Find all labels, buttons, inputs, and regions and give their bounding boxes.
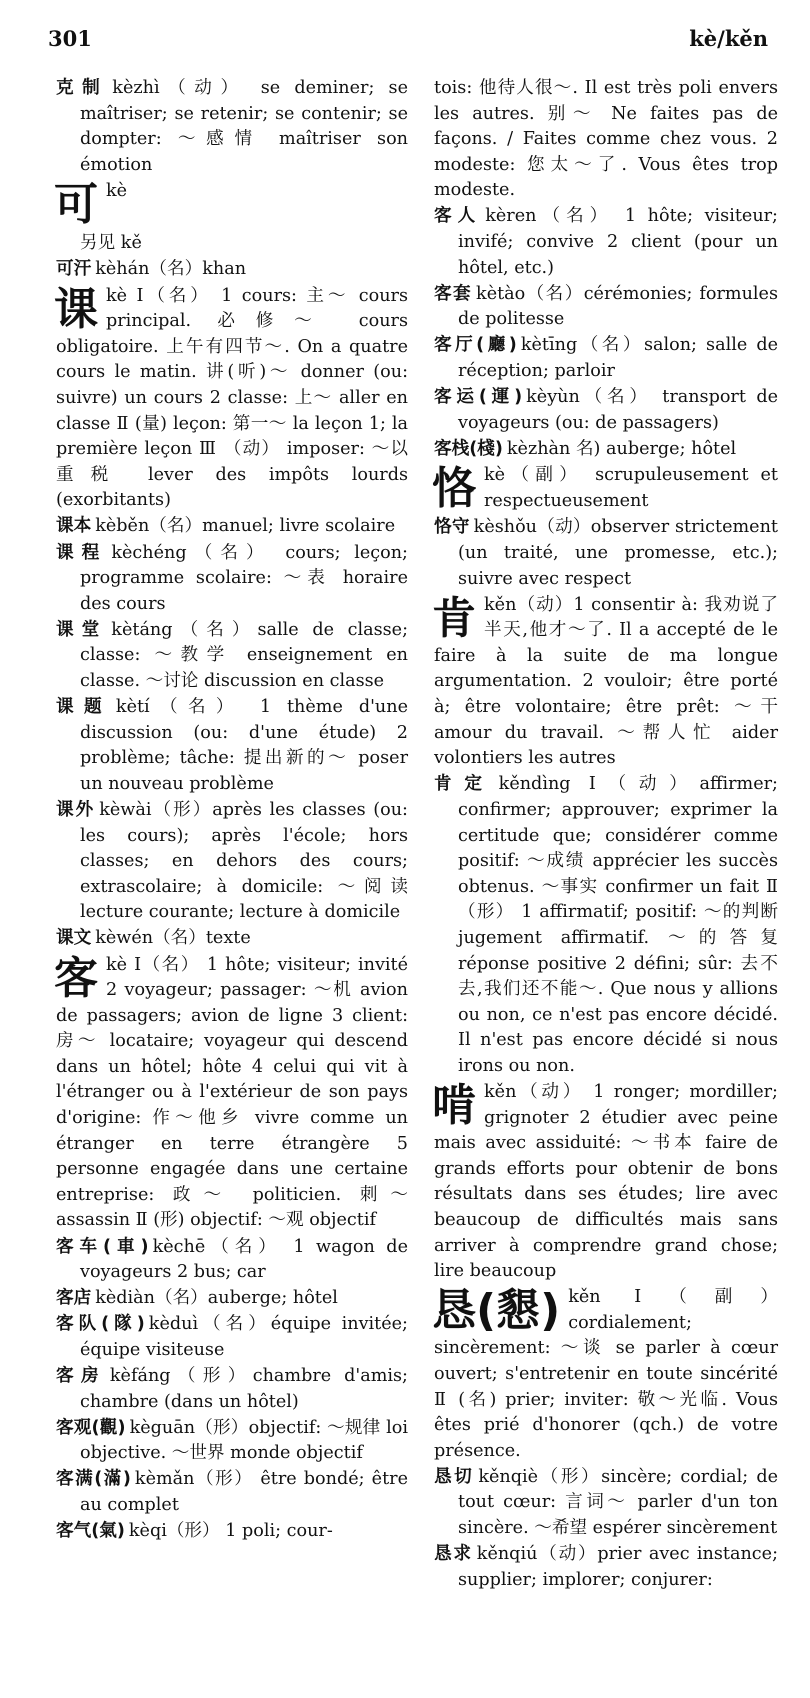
dictionary-entry-ke-lesson — [56, 284, 408, 514]
dictionary-entry-kedui — [56, 1312, 408, 1363]
entry-headword: 客观(觀) — [56, 1417, 126, 1438]
dictionary-entry-kenqie — [434, 1465, 778, 1542]
entry-definition: kè（副） scrupuleusement et respectueusement — [484, 464, 778, 511]
entry-definition: kèzhì（动） se deminer; se maîtriser; se retenir; se contenir; se dompter: ～感情 maîtriser son émotion — [80, 78, 408, 175]
entry-definition: kèqi（形） 1 poli; cour- — [128, 1521, 333, 1542]
dictionary-entry-keren — [434, 204, 778, 281]
entry-character: 可 — [54, 178, 98, 230]
entry-headword: 客运(運) — [434, 387, 523, 408]
dictionary-entry-keqi — [56, 1519, 408, 1545]
dictionary-entry-ken-gnaw — [434, 1080, 778, 1285]
dictionary-entry-ketao — [434, 282, 778, 333]
dictionary-entry-ken-consent — [434, 593, 778, 772]
entry-definition: kèdiàn（名）auberge; hôtel — [95, 1288, 338, 1309]
entry-definition: kè Ⅰ（名） 1 cours: 主～ cours principal. 必修～ cours obligatoire. 上午有四节～. On a quatre cours le matin. 讲(听)～ donner (ou: suivre) un cours 2 classe: 上～ aller en classe Ⅱ (量) leçon: 第一～ la leçon 1; la première leçon Ⅲ （动） imposer: ～以重税 lever des impôts lourds (exorbitants) — [56, 285, 408, 511]
entry-headword: 课程 — [56, 542, 108, 563]
dictionary-entry-keti — [56, 695, 408, 797]
dictionary-entry-kedian — [56, 1286, 408, 1312]
entry-definition: kèhán（名）khan — [95, 259, 247, 280]
entry-headword: 可汗 — [56, 259, 92, 280]
right-column — [434, 76, 778, 1594]
entry-character: 啃 — [432, 1079, 476, 1131]
entry-character: 恳(懇) — [432, 1285, 561, 1337]
entry-headword: 客店 — [56, 1288, 92, 1309]
entry-headword: 课文 — [56, 928, 92, 949]
dictionary-entry-ke-scrup — [434, 463, 778, 515]
entry-headword: 客车(車) — [56, 1236, 149, 1257]
entry-definition: 另见 kě — [80, 233, 142, 254]
entry-definition: kèguān（形）objectif: ～规律 loi objective. ～世界 monde objectif — [80, 1417, 408, 1464]
entry-headword: 客队(隊) — [56, 1314, 145, 1335]
dictionary-entry-keman — [56, 1467, 408, 1518]
entry-definition: kèchéng（名） cours; leçon; programme scolaire: ～表 horaire des cours — [80, 542, 408, 614]
entry-definition: kèběn（名）manuel; livre scolaire — [95, 516, 396, 537]
dictionary-entry-kezhan — [434, 437, 778, 463]
dictionary-entry-kewen — [56, 926, 408, 952]
entry-definition: kèren（名） 1 hôte; visiteur; invifé; convive 2 client (pour un hôtel, etc.) — [458, 206, 778, 278]
entry-definition: kěnqiè（形）sincère; cordial; de tout cœur: 言词～ parler d'un ton sincère. ～希望 espérer sincèrement — [458, 1466, 778, 1539]
entry-definition: kèzhàn 名) auberge; hôtel — [506, 438, 737, 459]
entry-definition: kètào（名）cérémonies; formules de politesse — [458, 283, 778, 330]
dictionary-entry-ken-cordial — [434, 1285, 778, 1464]
entry-headword: 课外 — [56, 799, 96, 820]
entry-character: 肯 — [432, 592, 476, 644]
entry-definition: kèshǒu（动）observer strictement (un traité, une promesse, etc.); suivre avec respect — [458, 517, 778, 589]
entry-definition: kèchē（名） 1 wagon de voyageurs 2 bus; car — [80, 1236, 408, 1283]
left-column — [56, 76, 408, 1545]
entry-headword: 客气(氣) — [56, 1521, 125, 1542]
entry-headword: 客套 — [434, 283, 473, 304]
dictionary-entry-kefang — [56, 1364, 408, 1415]
entry-character: 客 — [54, 952, 98, 1004]
entry-headword: 客满(滿) — [56, 1469, 131, 1490]
page-number: 301 — [48, 26, 92, 51]
entry-headword: 客人 — [434, 206, 482, 227]
entry-headword: 恳求 — [434, 1544, 473, 1565]
entry-definition: kètīng（名）salon; salle de réception; parloir — [458, 335, 778, 382]
entry-headword: 肯定 — [434, 774, 495, 795]
entry-definition: kěnqiú（动）prier avec instance; supplier; implorer; conjurer: — [458, 1544, 778, 1590]
entry-character: 恪 — [432, 462, 476, 514]
entry-headword: 恪守 — [434, 517, 470, 538]
entry-headword: 课本 — [56, 516, 92, 537]
entry-definition: kěn（动）1 consentir à: 我劝说了半天,他才～了. Il a accepté de le faire à la suite de ma longue argumentation. 2 vouloir; être porté à; être volontaire; être prêt: ～干 amour du travail. ～帮人忙 aider volontiers les autres — [434, 594, 778, 769]
dictionary-entry-kehan — [56, 257, 408, 283]
entry-character: 课 — [54, 283, 98, 335]
entry-definition: kèmǎn（形） être bondé; être au complet — [80, 1469, 408, 1515]
entry-definition: kè Ⅰ（名） 1 hôte; visiteur; invité 2 voyageur; passager: ～机 avion de passagers; avion de ligne 3 client: 房～ locataire; voyageur qui descend dans un hôtel; hôte 4 celui qui vit à l'étranger ou à l'extérieur de son pays d'origine: 作～他乡 vivre comme un étranger en terre étrangère 5 personne engagée dans une certaine entreprise: 政～ politicien. 刺～ assassin Ⅱ (形) objectif: ～观 objectif — [56, 954, 408, 1231]
entry-definition: tois: 他待人很～. Il est très poli envers les autres. 别～ Ne faites pas de façons. / Faites comme chez vous. 2 modeste: 您太～了. Vous êtes trop modeste. — [434, 78, 778, 201]
dictionary-entry-kewai — [56, 798, 408, 926]
dictionary-entry-kending — [434, 772, 778, 1079]
entry-headword: 客房 — [56, 1366, 106, 1386]
dictionary-entry-keting — [434, 333, 778, 384]
dictionary-entry-keshou — [434, 515, 778, 592]
dictionary-entry-keqi-cont — [434, 76, 778, 204]
dictionary-entry-keyun — [434, 385, 778, 436]
dictionary-entry-ke-see — [56, 231, 408, 257]
entry-definition: kěndìng Ⅰ（动）affirmer; confirmer; approuver; exprimer la certitude que; considérer comme positif: ～成绩 apprécier les succès obtenus. ～事实 confirmer un fait Ⅱ （形） 1 affirmatif; positif: ～的判断 jugement affirmatif. ～的答复 réponse positive 2 défini; sûr: 去不去,我们还不能～. Que nous y allions ou non, ce n'est pas encore décidé. Il n'est pas encore décidé si nous irons ou non. — [458, 774, 778, 1076]
dictionary-entry-keguan — [56, 1416, 408, 1467]
entry-definition: kèwén（名）texte — [95, 928, 251, 949]
dictionary-entry-keben — [56, 514, 408, 540]
dictionary-entry-kenqiu — [434, 1542, 778, 1593]
entry-headword: 客栈(棧) — [434, 438, 503, 459]
running-head: kè/kěn — [689, 26, 768, 51]
entry-definition: kè — [106, 180, 128, 201]
entry-headword: 恳切 — [434, 1466, 475, 1487]
entry-definition: kèfáng（形）chambre d'amis; chambre (dans un hôtel) — [80, 1366, 408, 1412]
dictionary-entry-ke-char — [56, 179, 408, 231]
dictionary-entry-kecheng — [56, 541, 408, 618]
entry-headword: 客厅(廳) — [434, 335, 517, 356]
dictionary-entry-ke-guest — [56, 953, 408, 1235]
entry-headword: 课题 — [56, 697, 112, 718]
entry-definition: kètí（名） 1 thème d'une discussion (ou: d'une étude) 2 problème; tâche: 提出新的～ poser un nouveau problème — [80, 697, 408, 794]
entry-headword: 课堂 — [56, 619, 108, 640]
entry-definition: kèyùn（名） transport de voyageurs (ou: de passagers) — [458, 387, 778, 433]
entry-definition: kètáng（名）salle de classe; classe: ～教学 enseignement en classe. ～讨论 discussion en classe — [80, 619, 408, 691]
entry-definition: kěn Ⅰ（副） cordialement; sincèrement: ～谈 se parler à cœur ouvert; s'entretenir en toute sincérité Ⅱ (名) prier; inviter: 敬～光临. Vous êtes prié d'honorer (qch.) de votre présence. — [434, 1287, 778, 1461]
entry-headword: 克制 — [56, 78, 109, 98]
entry-definition: kěn（动） 1 ronger; mordiller; grignoter 2 étudier avec peine mais avec assiduité: ～书本 faire de grands efforts pour obtenir de bons résultats dans ses études; lire avec beaucoup de difficultés mais sans arriver à comprendre grand chose; lire beaucoup — [434, 1081, 778, 1282]
dictionary-entry-keche — [56, 1235, 408, 1286]
entry-definition: kèduì（名）équipe invitée; équipe visiteuse — [80, 1314, 408, 1360]
dictionary-entry-kezhi — [56, 76, 408, 178]
dictionary-entry-ketang — [56, 618, 408, 695]
page-header — [0, 26, 810, 56]
entry-definition: kèwài（形）après les classes (ou: les cours); après l'école; hors classes; en dehors des cours; extrascolaire; à domicile: ～阅读 lecture courante; lecture à domicile — [80, 799, 408, 923]
